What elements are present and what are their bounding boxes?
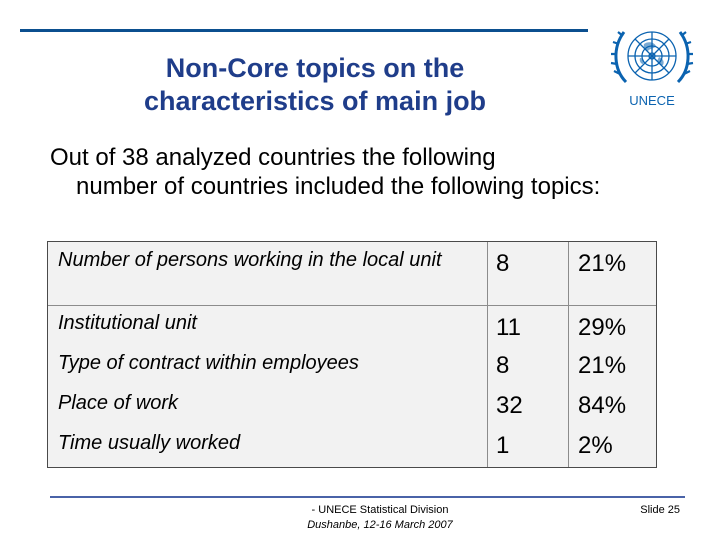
unece-logo <box>604 12 700 112</box>
slide-title <box>90 52 540 118</box>
footer-organization: - UNECE Statistical Division <box>311 504 449 516</box>
country-count: 8 <box>496 250 510 277</box>
country-percent: 29% <box>578 314 627 341</box>
row-divider <box>48 305 656 306</box>
country-count: 11 <box>496 314 521 341</box>
topic-label: Institutional unit <box>58 312 197 334</box>
country-count: 8 <box>496 352 510 379</box>
top-rule <box>20 29 588 32</box>
logo-text: UNECE <box>629 93 675 108</box>
country-count: 1 <box>496 432 510 459</box>
country-percent: 21% <box>578 250 627 277</box>
intro-line1: Out of 38 analyzed countries the following <box>50 144 496 171</box>
country-percent: 2% <box>578 432 613 459</box>
topic-label: Type of contract within employees <box>58 352 359 374</box>
slide-number: Slide 25 <box>640 504 680 516</box>
topic-label: Number of persons working in the local unit <box>58 249 442 271</box>
footer-rule <box>50 496 685 498</box>
intro-paragraph <box>50 143 690 201</box>
footer-source <box>270 503 490 533</box>
column-divider <box>487 242 488 467</box>
country-percent: 84% <box>578 392 627 419</box>
slide-title-line1: Non-Core topics on the <box>165 53 465 83</box>
column-divider <box>568 242 569 467</box>
slide-title-line2: characteristics of main job <box>143 86 487 116</box>
intro-line2: number of countries included the following topics: <box>76 173 601 200</box>
country-percent: 21% <box>578 352 627 379</box>
topic-label: Place of work <box>58 392 179 414</box>
topics-table <box>47 241 657 468</box>
un-emblem-icon <box>604 12 700 112</box>
footer-event: Dushanbe, 12-16 March 2007 <box>307 519 453 531</box>
topic-label: Time usually worked <box>58 432 241 454</box>
country-count: 32 <box>496 392 523 419</box>
